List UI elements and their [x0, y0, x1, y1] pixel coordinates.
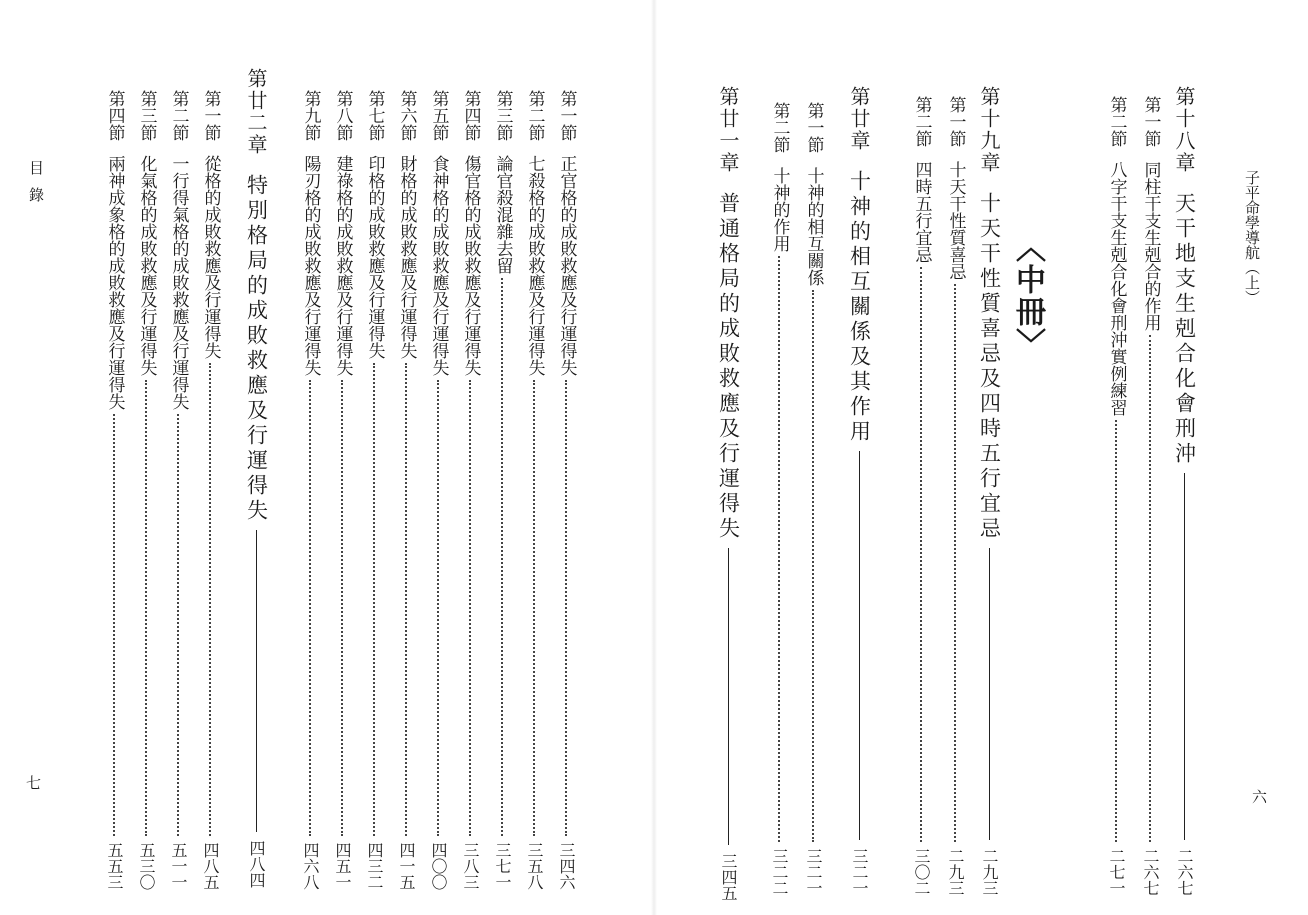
page-number: 二六七	[1141, 848, 1160, 896]
chapter-label: 第十八章	[1172, 86, 1196, 174]
leader-dots	[954, 284, 956, 842]
section-label: 第一節	[945, 96, 966, 147]
toc-entry-chapter-22[interactable]	[242, 68, 270, 888]
page-number: 三四五	[719, 853, 738, 901]
page-number: 四一五	[397, 842, 416, 890]
section-title: 傷官格的成敗救應及行運得失	[460, 155, 481, 376]
leader-dots	[533, 380, 535, 836]
section-title: 印格的成敗救應及行運得失	[364, 155, 385, 359]
section-title: 七殺格的成敗救應及行運得失	[524, 155, 545, 376]
leader-dots	[341, 380, 343, 836]
section-label: 第四節	[104, 90, 125, 141]
section-title: 財格的成敗救應及行運得失	[396, 155, 417, 359]
section-label: 第六節	[396, 90, 417, 141]
chapter-title: 十神的相互關係及其作用	[847, 170, 872, 445]
toc-entry-ch21-sec6[interactable]	[392, 90, 420, 890]
page-number: 五五三	[105, 842, 124, 890]
chapter-label: 第廿二章	[244, 68, 268, 156]
section-title: 同柱干支生剋合的作用	[1140, 161, 1161, 331]
leader-dots	[1115, 420, 1117, 842]
leader-dots	[437, 380, 439, 836]
toc-entry-ch21-sec5[interactable]	[424, 90, 452, 890]
toc-entry-chapter-18[interactable]	[1170, 86, 1198, 896]
section-label: 第八節	[332, 90, 353, 141]
section-title: 論官殺混雜去留	[492, 155, 513, 274]
page-number: 三四六	[557, 842, 576, 890]
page-number: 三二一	[804, 848, 823, 896]
section-title: 食神格的成敗救應及行運得失	[428, 155, 449, 376]
section-label: 第九節	[300, 90, 321, 141]
toc-entry-ch21-sec7[interactable]	[360, 90, 388, 890]
chapter-label: 第廿章	[847, 86, 871, 152]
leader-dots	[113, 414, 115, 836]
page-number: 三〇二	[912, 848, 931, 896]
leader-line	[256, 530, 257, 832]
leader-dots	[309, 380, 311, 836]
page-number: 四八四	[247, 840, 266, 888]
chapter-title: 十天干性質喜忌及四時五行宜忌	[977, 192, 1002, 542]
page-number: 三五八	[525, 842, 544, 890]
toc-entry-ch21-sec8[interactable]	[328, 90, 356, 890]
toc-entry-ch22-sec2[interactable]	[164, 90, 192, 890]
page-number: 二九三	[980, 848, 999, 896]
running-head: 目錄	[27, 160, 45, 214]
leader-line	[989, 548, 990, 840]
section-label: 第一節	[200, 90, 221, 141]
toc-entry-ch22-sec4[interactable]	[100, 90, 128, 890]
page-number: 三二二	[770, 848, 789, 896]
section-label: 第二節	[911, 96, 932, 147]
chapter-title: 普通格局的成敗救應及行運得失	[716, 192, 741, 542]
leader-dots	[209, 363, 211, 836]
page-number: 五一一	[169, 842, 188, 890]
page-number: 二七一	[1107, 848, 1126, 896]
leader-dots	[145, 380, 147, 836]
leader-dots	[405, 363, 407, 836]
chapter-title: 天干地支生剋合化會刑沖	[1172, 192, 1197, 467]
section-title: 一行得氣格的成敗救應及行運得失	[168, 155, 189, 410]
page-number: 四三二	[365, 842, 384, 890]
page-number: 三八三	[461, 842, 480, 890]
section-label: 第一節	[556, 90, 577, 141]
section-label: 第三節	[492, 90, 513, 141]
leader-dots	[778, 256, 780, 842]
page-number: 五三〇	[137, 842, 156, 890]
section-label: 第二節	[769, 102, 790, 153]
folio: 七	[26, 774, 42, 792]
leader-line	[859, 451, 860, 840]
section-label: 第一節	[1140, 96, 1161, 147]
chapter-title: 特別格局的成敗救應及行運得失	[244, 174, 269, 524]
section-label: 第二節	[168, 90, 189, 141]
page-number: 二六七	[1175, 848, 1194, 896]
toc-entry-ch18-sec2[interactable]	[1102, 96, 1130, 896]
section-label: 第七節	[364, 90, 385, 141]
leader-dots	[177, 414, 179, 836]
toc-entry-ch18-sec1[interactable]	[1136, 96, 1164, 896]
volume-heading: 〈中冊〉	[1010, 232, 1045, 360]
leader-dots	[373, 363, 375, 836]
section-title: 正官格的成敗救應及行運得失	[556, 155, 577, 376]
running-head: 子平命學導航（上）	[1243, 170, 1261, 305]
section-label: 第四節	[460, 90, 481, 141]
section-title: 從格的成敗救應及行運得失	[200, 155, 221, 359]
toc-entry-ch22-sec3[interactable]	[132, 90, 160, 890]
leader-dots	[469, 380, 471, 836]
leader-dots	[501, 278, 503, 836]
section-title: 十天干性質喜忌	[945, 161, 966, 280]
section-title: 四時五行宜忌	[911, 161, 932, 263]
page-number: 四〇〇	[429, 842, 448, 890]
toc-entry-chapter-21[interactable]	[714, 86, 742, 901]
toc-entry-ch21-sec2[interactable]	[520, 90, 548, 890]
toc-entry-ch21-sec3[interactable]	[488, 90, 516, 890]
page-number: 四六八	[301, 842, 320, 890]
section-label: 第五節	[428, 90, 449, 141]
leader-line	[728, 548, 729, 845]
section-label: 第三節	[136, 90, 157, 141]
toc-entry-ch19-sec2[interactable]	[907, 96, 935, 896]
toc-entry-ch20-sec2[interactable]	[765, 102, 793, 896]
leader-dots	[812, 290, 814, 842]
toc-entry-chapter-20[interactable]	[845, 86, 873, 896]
section-title: 建祿格的成敗救應及行運得失	[332, 155, 353, 376]
toc-entry-ch20-sec1[interactable]	[799, 102, 827, 896]
chapter-label: 第十九章	[977, 86, 1001, 174]
section-title: 八字干支生剋合化會刑沖實例練習	[1106, 161, 1127, 416]
section-title: 兩神成象格的成敗救應及行運得失	[104, 155, 125, 410]
section-label: 第二節	[1106, 96, 1127, 147]
page-number: 三二一	[850, 848, 869, 896]
toc-entry-chapter-19[interactable]	[975, 86, 1003, 896]
leader-dots	[920, 267, 922, 842]
right-page	[654, 0, 1308, 915]
section-title: 陽刃格的成敗救應及行運得失	[300, 155, 321, 376]
folio: 六	[1252, 788, 1268, 806]
section-title: 化氣格的成敗救應及行運得失	[136, 155, 157, 376]
page-number: 二九三	[946, 848, 965, 896]
toc-entry-ch21-sec4[interactable]	[456, 90, 484, 890]
section-label: 第一節	[803, 102, 824, 153]
leader-line	[1184, 473, 1185, 840]
leader-dots	[565, 380, 567, 836]
page-number: 四五一	[333, 842, 352, 890]
page-number: 三七一	[493, 842, 512, 890]
toc-entry-ch19-sec1[interactable]	[941, 96, 969, 896]
chapter-label: 第廿一章	[716, 86, 740, 174]
section-title: 十神的作用	[769, 167, 790, 252]
leader-dots	[1149, 335, 1151, 842]
toc-entry-ch21-sec9[interactable]	[296, 90, 324, 890]
page-number: 四八五	[201, 842, 220, 890]
toc-entry-ch22-sec1[interactable]	[196, 90, 224, 890]
section-label: 第二節	[524, 90, 545, 141]
section-title: 十神的相互關係	[803, 167, 824, 286]
toc-entry-ch21-sec1[interactable]	[552, 90, 580, 890]
